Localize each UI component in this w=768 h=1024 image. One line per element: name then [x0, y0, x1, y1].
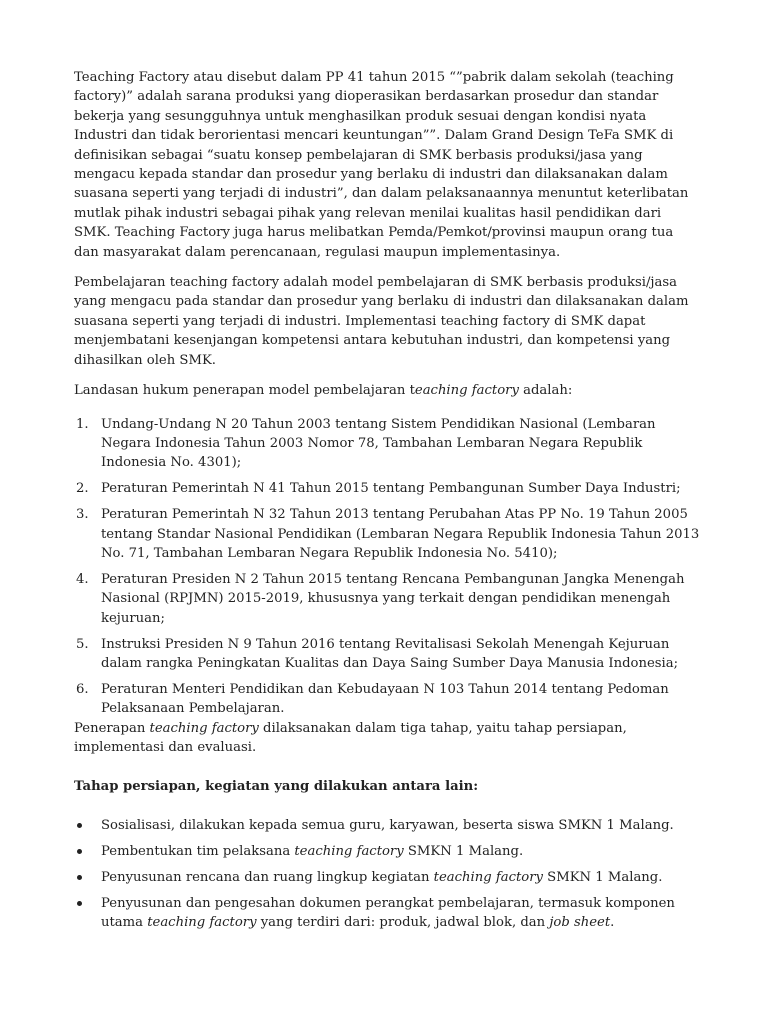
- italic-term: teaching factory: [433, 869, 543, 885]
- text-segment: yang terdiri dari: produk, jadwal blok, dan: [256, 915, 550, 931]
- list-number: 5.: [76, 636, 89, 652]
- list-item-text: Instruksi Presiden N 9 Tahun 2016 tentang Revitalisasi Sekolah Menengah Kejuruan dalam rangka Peningkatan Kualitas dan Daya Saing Sumber Daya Manusia Indonesia;: [101, 636, 679, 671]
- list-number: 1.: [76, 416, 89, 432]
- text-segment: dilaksanakan dalam tiga tahap, yaitu tahap persiapan, implementasi dan evaluasi.: [74, 720, 627, 756]
- list-item: [74, 570, 700, 628]
- list-item: [74, 868, 700, 887]
- italic-term: eaching factory: [414, 383, 519, 399]
- list-item-text: Undang-Undang N 20 Tahun 2003 tentang Sistem Pendidikan Nasional (Lembaran Negara Indonesia Tahun 2003 Nomor 78, Tambahan Lembaran Negara Republik Indonesia No. 4301);: [101, 416, 656, 471]
- italic-term: teaching factory: [149, 720, 259, 736]
- list-item: [74, 894, 700, 933]
- list-item-text: Peraturan Pemerintah N 41 Tahun 2015 tentang Pembangunan Sumber Daya Industri;: [101, 481, 681, 497]
- italic-term: teaching factory: [147, 915, 257, 931]
- list-item-text: Peraturan Pemerintah N 32 Tahun 2013 tentang Perubahan Atas PP No. 19 Tahun 2005 tentang Standar Nasional Pendidikan (Lembaran Negara Republik Indonesia Tahun 2013 No. 71, Tambahan Lembaran Negara Republik Indonesia No. 5410);: [101, 507, 700, 561]
- section-heading: Tahap persiapan, kegiatan yang dilakukan antara lain:: [74, 778, 479, 794]
- text-segment: Pembentukan tim pelaksana: [101, 843, 295, 859]
- text-segment: Penyusunan rencana dan ruang lingkup kegiatan: [101, 869, 434, 885]
- list-item: [74, 415, 700, 473]
- bullet-icon: [77, 901, 82, 906]
- bullet-icon: [77, 823, 82, 828]
- preparation-steps-list: [74, 816, 700, 933]
- list-item: [74, 842, 700, 861]
- list-item: [74, 680, 700, 719]
- list-number: 3.: [76, 507, 89, 523]
- list-item: [74, 816, 700, 835]
- italic-term: job sheet: [549, 915, 611, 931]
- list-item-text: Peraturan Presiden N 2 Tahun 2015 tentang Rencana Pembangunan Jangka Menengah Nasional (RPJMN) 2015-2019, khususnya yang terkait dengan pendidikan menengah kejuruan;: [101, 571, 685, 626]
- paragraph-legal-basis-intro: [74, 381, 700, 400]
- list-number: 4.: [76, 571, 89, 587]
- bullet-icon: [77, 875, 82, 880]
- list-number: 6.: [76, 681, 89, 697]
- list-number: 2.: [76, 481, 89, 497]
- text-segment: Landasan hukum penerapan model pembelajaran t: [74, 383, 415, 399]
- list-item: [74, 635, 700, 674]
- text-segment: Sosialisasi, dilakukan kepada semua guru, karyawan, beserta siswa SMKN 1 Malang.: [101, 817, 674, 833]
- list-item: [74, 479, 700, 498]
- legal-basis-list: [74, 415, 700, 719]
- italic-term: teaching factory: [294, 843, 404, 859]
- text-segment: Penerapan: [74, 720, 150, 736]
- text-segment: .: [610, 915, 615, 931]
- paragraph-teaching-factory-learning: Pembelajaran teaching factory adalah model pembelajaran di SMK berbasis produksi/jasa yang mengacu pada standar dan prosedur yang berlaku di industri dan dilaksanakan dalam suasana seperti yang terjadi di industri. Implementasi teaching factory di SMK dapat menjembatani kesenjangan kompetensi antara kebutuhan industri, dan kompetensi yang dihasilkan oleh SMK.: [74, 275, 689, 368]
- paragraph-teaching-factory-definition: Teaching Factory atau disebut dalam PP 41 tahun 2015 “”pabrik dalam sekolah (teaching factory)” adalah sarana produksi yang dioperasikan berdasarkan prosedur dan standar bekerja yang sesungguhnya untuk menghasilkan produk sesuai dengan kondisi nyata Industri dan tidak berorientasi mencari keuntungan””. Dalam Grand Design TeFa SMK di definisikan sebagai “suatu konsep pembelajaran di SMK berbasis produksi/jasa yang mengacu kepada standar dan prosedur yang berlaku di industri dan dilaksanakan dalam suasana seperti yang terjadi di industri”, dan dalam pelaksanaannya menuntut keterlibatan mutlak pihak industri sebagai pihak yang relevan menilai kualitas hasil pendidikan dari SMK. Teaching Factory juga harus melibatkan Pemda/Pemkot/provinsi maupun orang tua dan masyarakat dalam perencanaan, regulasi maupun implementasinya.: [74, 70, 689, 260]
- text-segment: Penyusunan dan pengesahan dokumen perangkat pembelajaran, termasuk komponen utama: [101, 895, 675, 931]
- text-segment: SMKN 1 Malang.: [542, 869, 663, 885]
- bullet-icon: [77, 849, 82, 854]
- text-segment: SMKN 1 Malang.: [403, 843, 524, 859]
- list-item-text: Peraturan Menteri Pendidikan dan Kebudayaan N 103 Tahun 2014 tentang Pedoman Pelaksanaan Pembelajaran.: [101, 681, 669, 717]
- list-item: [74, 505, 700, 563]
- paragraph-implementation-stages: [74, 719, 700, 758]
- text-segment: adalah:: [518, 383, 573, 399]
